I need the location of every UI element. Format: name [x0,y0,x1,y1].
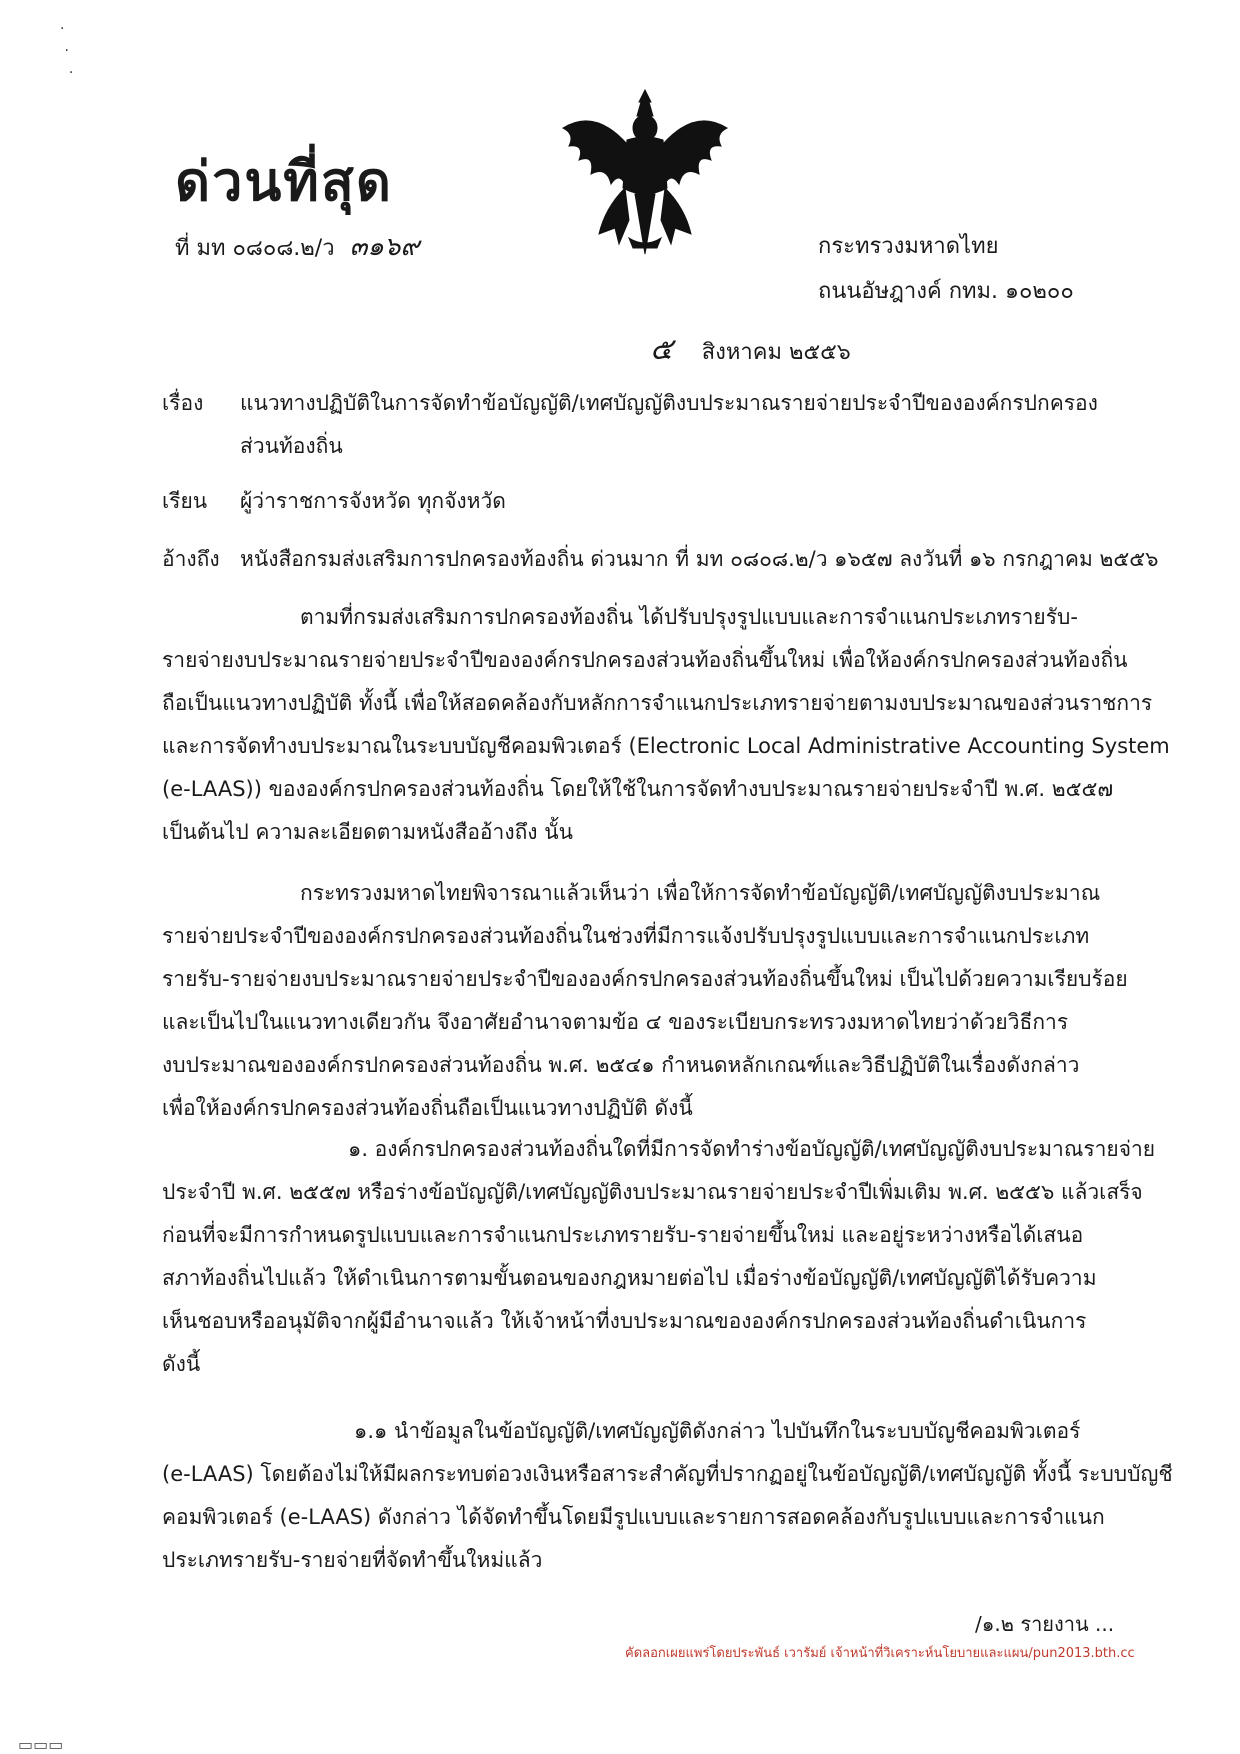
paragraph-2 [162,872,1130,1130]
date-day-handwritten: ๕ [650,332,673,367]
paragraph-item-1 [162,1128,1156,1386]
document-number [175,226,419,267]
recipient-text: ผู้ว่าราชการจังหวัด ทุกจังหวัด [240,489,506,513]
paragraph-line: และเป็นไปในแนวทางเดียวกัน จึงอาศัยอำนาจตามข้อ ๔ ของระเบียบกระทรวงมหาดไทยว่าด้วยวิธีการ [162,1010,1069,1034]
paragraph-line: (e-LAAS) โดยต้องไม่ให้มีผลกระทบต่อวงเงินหรือสาระสำคัญที่ปรากฏอยู่ในข้อบัญญัติ/เทศบัญญัติ ทั้งนี้ ระบบบัญชี [162,1462,1173,1486]
paragraph-line: เพื่อให้องค์กรปกครองส่วนท้องถิ่นถือเป็นแนวทางปฏิบัติ ดังนี้ [162,1096,693,1120]
paragraph-item-1-1 [162,1410,1173,1582]
paragraph-line: และการจัดทำงบประมาณในระบบบัญชีคอมพิวเตอร์ (Electronic Local Administrative Accounting System [162,734,1170,758]
subject-text [240,382,1130,468]
paragraph-line: เป็นต้นไป ความละเอียดตามหนังสืออ้างถึง นั้น [162,820,573,844]
paragraph-line: งบประมาณขององค์กรปกครองส่วนท้องถิ่น พ.ศ. ๒๕๔๑ กำหนดหลักเกณฑ์และวิธีปฏิบัติในเรื่องดังกล่าว [162,1053,1080,1077]
garuda-emblem-icon [555,88,735,256]
reference-label: อ้างถึง [162,547,220,571]
paragraph-1 [162,596,1170,854]
urgency-heading: ด่วนที่สุด [175,150,393,213]
document-date [650,326,851,373]
paragraph-line: ถือเป็นแนวทางปฏิบัติ ทั้งนี้ เพื่อให้สอดคล้องกับหลักการจำแนกประเภทรายจ่ายตามงบประมาณของส่วนราชการ [162,691,1153,715]
paragraph-line: (e-LAAS)) ขององค์กรปกครองส่วนท้องถิ่น โดยให้ใช้ในการจัดทำงบประมาณรายจ่ายประจำปี พ.ศ. ๒๕๕๗ [162,777,1114,801]
paragraph-line: ประเภทรายรับ-รายจ่ายที่จัดทำขึ้นใหม่แล้ว [162,1548,543,1572]
paragraph-line: รายจ่ายงบประมาณรายจ่ายประจำปีขององค์กรปกครองส่วนท้องถิ่นขึ้นใหม่ เพื่อให้องค์กรปกครองส่วนท้องถิ่น [162,648,1128,672]
paragraph-line: ตามที่กรมส่งเสริมการปกครองท้องถิ่น ได้ปรับปรุงรูปแบบและการจำแนกประเภทรายรับ- [300,605,1078,629]
paragraph-line: ก่อนที่จะมีการกำหนดรูปแบบและการจำแนกประเภทรายรับ-รายจ่ายขึ้นใหม่ และอยู่ระหว่างหรือได้เสนอ [162,1223,1084,1247]
subject-line: แนวทางปฏิบัติในการจัดทำข้อบัญญัติ/เทศบัญญัติงบประมาณรายจ่ายประจำปีขององค์กรปกครอง [240,391,1098,415]
ministry-address: ถนนอัษฎางค์ กทม. ๑๐๒๐๐ [818,279,1074,304]
paragraph-line: ๑.๑ นำข้อมูลในข้อบัญญัติ/เทศบัญญัติดังกล่าว ไปบันทึกในระบบบัญชีคอมพิวเตอร์ [354,1419,1081,1443]
paragraph-line: ประจำปี พ.ศ. ๒๕๕๗ หรือร่างข้อบัญญัติ/เทศบัญญัติงบประมาณรายจ่ายประจำปีเพิ่มเติม พ.ศ. ๒๕๕๖ แล้วเสร็จ [162,1180,1143,1204]
cropped-stamp-fragment: ▭▭▭ [18,1735,64,1754]
paragraph-line: เห็นชอบหรืออนุมัติจากผู้มีอำนาจแล้ว ให้เจ้าหน้าที่งบประมาณขององค์กรปกครองส่วนท้องถิ่นดำเนินการ [162,1309,1087,1333]
paragraph-line: คอมพิวเตอร์ (e-LAAS) ดังกล่าว ได้จัดทำขึ้นโดยมีรูปแบบและรายการสอดคล้องกับรูปแบบและการจำแนก [162,1505,1105,1529]
reference-text: หนังสือกรมส่งเสริมการปกครองท้องถิ่น ด่วนมาก ที่ มท ๐๘๐๘.๒/ว ๑๖๕๗ ลงวันที่ ๑๖ กรกฎาคม ๒๕๕๖ [240,547,1159,571]
paragraph-line: กระทรวงมหาดไทยพิจารณาแล้วเห็นว่า เพื่อให้การจัดทำข้อบัญญัติ/เทศบัญญัติงบประมาณ [300,881,1101,905]
subject-label: เรื่อง [162,391,204,415]
continuation-marker: /๑.๒ รายงาน ... [975,1612,1115,1636]
date-month-year: สิงหาคม ๒๕๕๖ [701,340,851,365]
document-number-label: ที่ มท ๐๘๐๘.๒/ว [175,236,335,261]
paragraph-line: ดังนี้ [162,1352,201,1376]
paragraph-line: สภาท้องถิ่นไปแล้ว ให้ดำเนินการตามขั้นตอนของกฎหมายต่อไป เมื่อร่างข้อบัญญัติ/เทศบัญญัติได้รับความ [162,1266,1097,1290]
issuing-ministry: กระทรวงมหาดไทย [818,234,999,259]
footer-note: คัดลอกเผยแพร่โดยประพันธ์ เวารัมย์ เจ้าหน้าที่วิเคราะห์นโยบายและแผน/pun2013.bth.cc [625,1646,1135,1661]
paragraph-line: รายจ่ายประจำปีขององค์กรปกครองส่วนท้องถิ่นในช่วงที่มีการแจ้งปรับปรุงรูปแบบและการจำแนกประเภท [162,924,1090,948]
subject-line: ส่วนท้องถิ่น [240,434,343,458]
scan-specks: · · · [60,21,74,81]
paragraph-line: รายรับ-รายจ่ายงบประมาณรายจ่ายประจำปีขององค์กรปกครองส่วนท้องถิ่นขึ้นใหม่ เป็นไปด้วยความเรียบร้อย [162,967,1128,991]
paragraph-line: ๑. องค์กรปกครองส่วนท้องถิ่นใดที่มีการจัดทำร่างข้อบัญญัติ/เทศบัญญัติงบประมาณรายจ่าย [348,1137,1156,1161]
document-number-handwritten: ๓๑๖๙ [349,232,420,262]
recipient-label: เรียน [162,489,208,513]
